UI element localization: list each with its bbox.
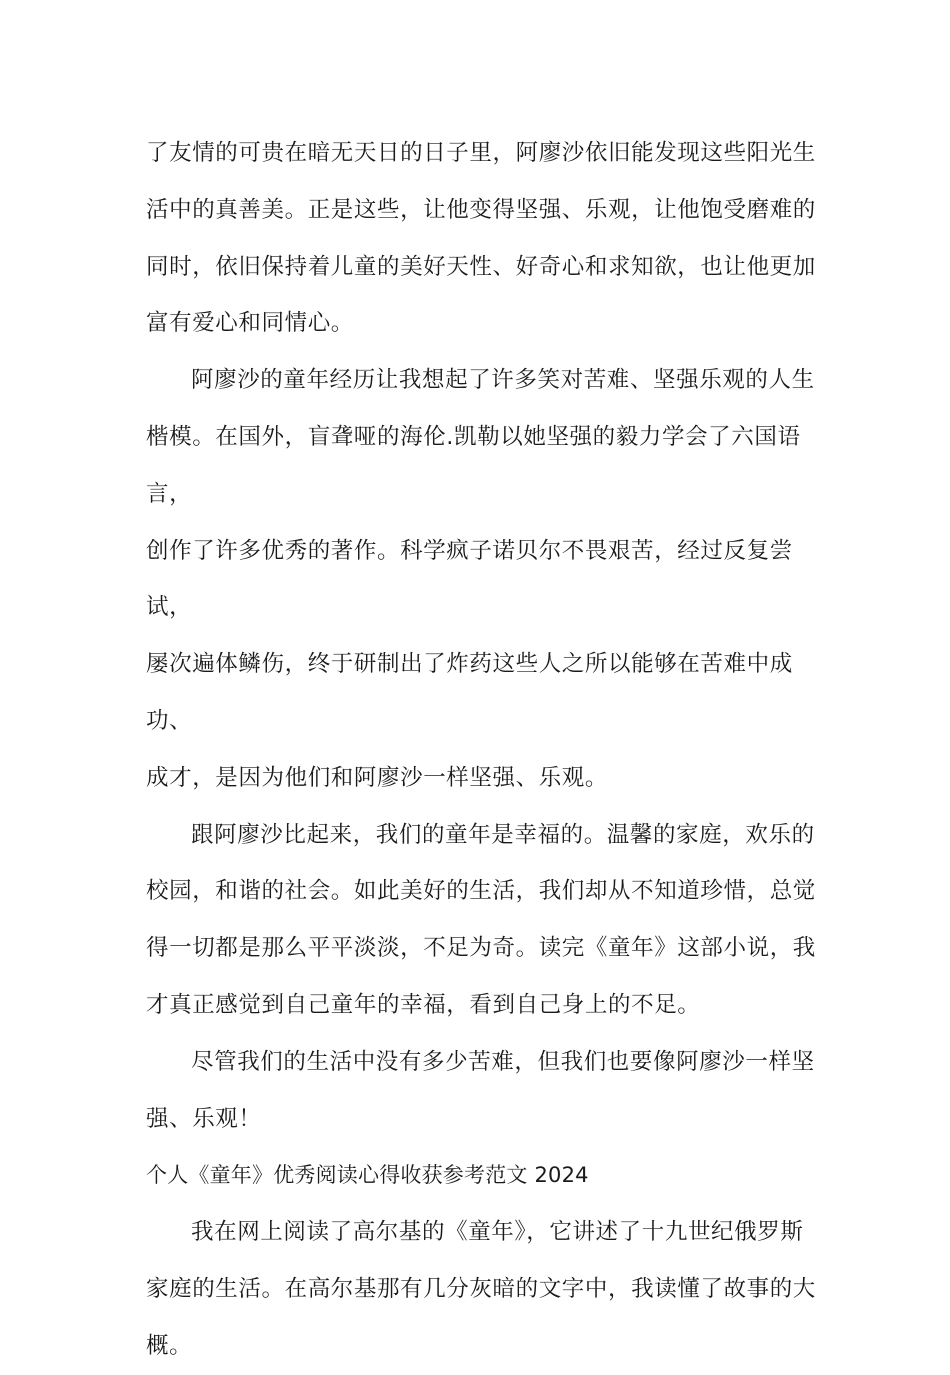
text-line: 富有爱心和同情心。 xyxy=(146,310,354,337)
paragraph xyxy=(146,1034,826,1148)
paragraph xyxy=(146,352,826,806)
text-line: 我在网上阅读了高尔基的《童年》，它讲述了十九世纪俄罗斯 xyxy=(191,1219,804,1246)
text-line: 尽管我们的生活中没有多少苦难，但我们也要像阿廖沙一样坚 xyxy=(191,1048,815,1075)
text-line: 家庭的生活。在高尔基那有几分灰暗的文字中，我读懂了故事的大 xyxy=(146,1275,816,1302)
text-line: 屡次遍体鳞伤，终于研制出了炸药这些人之所以能够在苦难中成功、 xyxy=(146,651,793,734)
paragraph xyxy=(146,125,826,352)
text-line: 阿廖沙的童年经历让我想起了许多笑对苦难、坚强乐观的人生 xyxy=(191,367,815,394)
text-line: 楷模。在国外，盲聋哑的海伦.凯勒以她坚强的毅力学会了六国语言， xyxy=(146,423,801,507)
body-text-before-heading xyxy=(146,125,826,1147)
text-line: 同时，依旧保持着儿童的美好天性、好奇心和求知欲，也让他更加 xyxy=(146,253,816,280)
text-line: 成才，是因为他们和阿廖沙一样坚强、乐观。 xyxy=(146,764,609,791)
text-line: 了友情的可贵在暗无天日的日子里，阿廖沙依旧能发现这些阳光生 xyxy=(146,140,816,166)
text-line: 创作了许多优秀的著作。科学疯子诺贝尔不畏艰苦，经过反复尝试， xyxy=(146,537,793,621)
body-text-after-heading xyxy=(146,1204,826,1374)
document-page xyxy=(146,125,826,1375)
text-line: 概。 xyxy=(146,1332,193,1359)
section-heading: 个人《童年》优秀阅读心得收获参考范文 2024 xyxy=(146,1163,589,1188)
text-line: 强、乐观！ xyxy=(146,1105,262,1132)
text-line: 活中的真善美。正是这些，让他变得坚强、乐观，让他饱受磨难的 xyxy=(146,196,816,223)
text-line: 得一切都是那么平平淡淡，不足为奇。读完《童年》这部小说，我 xyxy=(146,935,816,962)
text-line: 校园，和谐的社会。如此美好的生活，我们却从不知道珍惜，总觉 xyxy=(146,878,816,905)
text-line: 才真正感觉到自己童年的幸福，看到自己身上的不足。 xyxy=(146,991,701,1018)
text-line: 跟阿廖沙比起来，我们的童年是幸福的。温馨的家庭，欢乐的 xyxy=(191,821,815,848)
paragraph xyxy=(146,1204,826,1374)
paragraph xyxy=(146,807,826,1034)
